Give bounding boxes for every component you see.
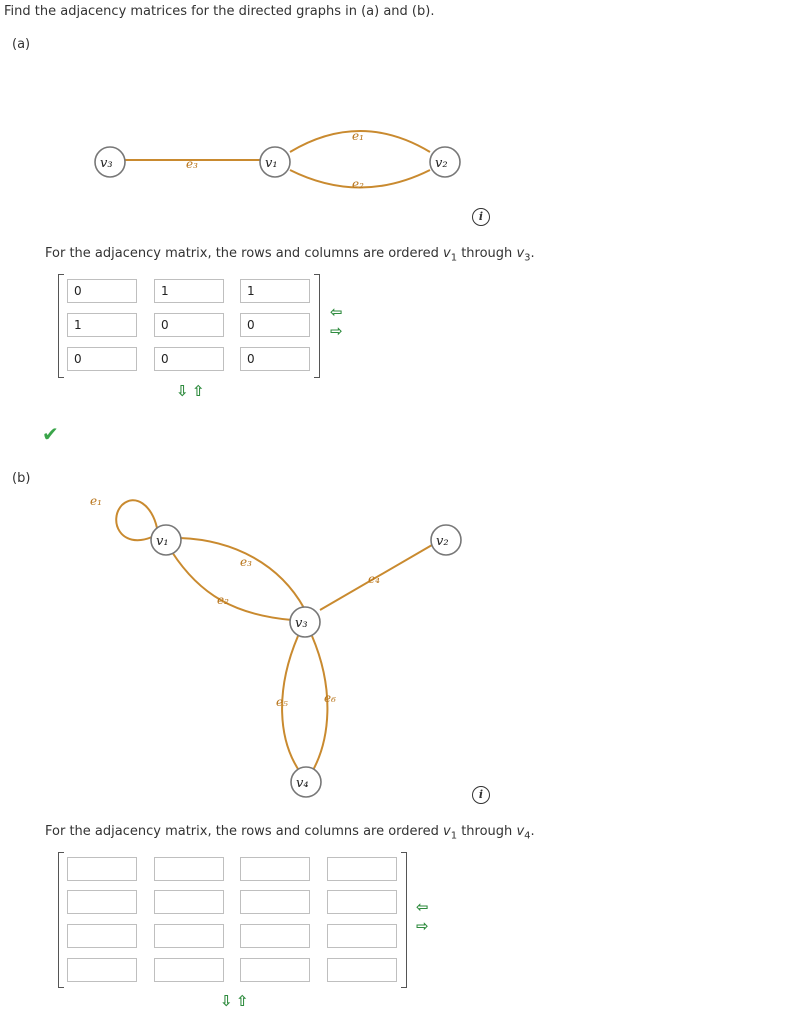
edge-e3	[180, 538, 304, 608]
vertex-v2	[431, 525, 461, 555]
matrix-cell[interactable]	[327, 958, 397, 982]
correct-check-icon: ✔	[42, 422, 59, 446]
add-column-button[interactable]: ⇨	[416, 917, 429, 935]
edge-label-e4: e₄	[368, 572, 380, 586]
matrix-cell[interactable]	[67, 958, 137, 982]
question-text: Find the adjacency matrices for the directed graphs in (a) and (b).	[4, 4, 435, 19]
matrix-cell[interactable]	[240, 958, 310, 982]
add-row-button[interactable]: ⇩	[176, 382, 189, 400]
matrix-cell[interactable]	[240, 890, 310, 914]
edge-label-e5: e₅	[276, 695, 288, 709]
edge-label-e1: e₁	[90, 494, 102, 508]
vertex-label: v₃	[295, 616, 308, 631]
instruction-a: For the adjacency matrix, the rows and columns are ordered $v_1$ through $v_3$.	[45, 246, 535, 264]
info-icon[interactable]: i	[472, 208, 490, 226]
matrix-cell[interactable]	[154, 890, 224, 914]
matrix-left-bracket	[58, 852, 64, 988]
matrix-cell[interactable]	[67, 857, 137, 881]
vertex-label: v₄	[296, 776, 309, 791]
vertex-label: v₂	[435, 156, 448, 171]
edge-e2	[172, 552, 292, 620]
part-b-label: (b)	[12, 471, 31, 486]
matrix-cell[interactable]	[240, 924, 310, 948]
edge-label-e2: e₂	[217, 593, 229, 607]
instruction-b: For the adjacency matrix, the rows and columns are ordered $v_1$ through $v_4$.	[45, 824, 535, 842]
edge-label-e2: e₂	[352, 177, 364, 191]
remove-row-button[interactable]: ⇧	[236, 992, 249, 1010]
edge-e1	[116, 500, 157, 540]
matrix-cell[interactable]	[327, 924, 397, 948]
edge-label-e1: e₁	[352, 129, 364, 143]
matrix-cell[interactable]	[327, 890, 397, 914]
remove-column-button[interactable]: ⇦	[416, 898, 429, 916]
matrix-cell[interactable]	[67, 924, 137, 948]
edge-label-e6: e₆	[324, 691, 336, 705]
edge-label-e3: e₃	[240, 555, 252, 569]
edge-label-e3: e₃	[186, 157, 198, 171]
info-icon[interactable]: i	[472, 786, 490, 804]
matrix-cell[interactable]	[240, 857, 310, 881]
matrix-cell[interactable]	[327, 857, 397, 881]
matrix-cell[interactable]	[67, 890, 137, 914]
matrix-cell[interactable]	[154, 924, 224, 948]
remove-row-button[interactable]: ⇧	[192, 382, 205, 400]
vertex-label: v₁	[265, 156, 278, 171]
vertex-v3	[290, 607, 320, 637]
remove-column-button[interactable]: ⇦	[330, 303, 343, 321]
matrix-cell[interactable]	[154, 857, 224, 881]
vertex-label: v₂	[436, 534, 449, 549]
vertex-v1	[151, 525, 181, 555]
vertex-label: v₃	[100, 156, 113, 171]
matrix-cell[interactable]	[154, 958, 224, 982]
matrix-right-bracket	[401, 852, 407, 988]
vertex-v4	[291, 767, 321, 797]
vertex-label: v₁	[156, 534, 169, 549]
add-row-button[interactable]: ⇩	[220, 992, 233, 1010]
add-column-button[interactable]: ⇨	[330, 322, 343, 340]
part-a-label: (a)	[12, 37, 31, 52]
